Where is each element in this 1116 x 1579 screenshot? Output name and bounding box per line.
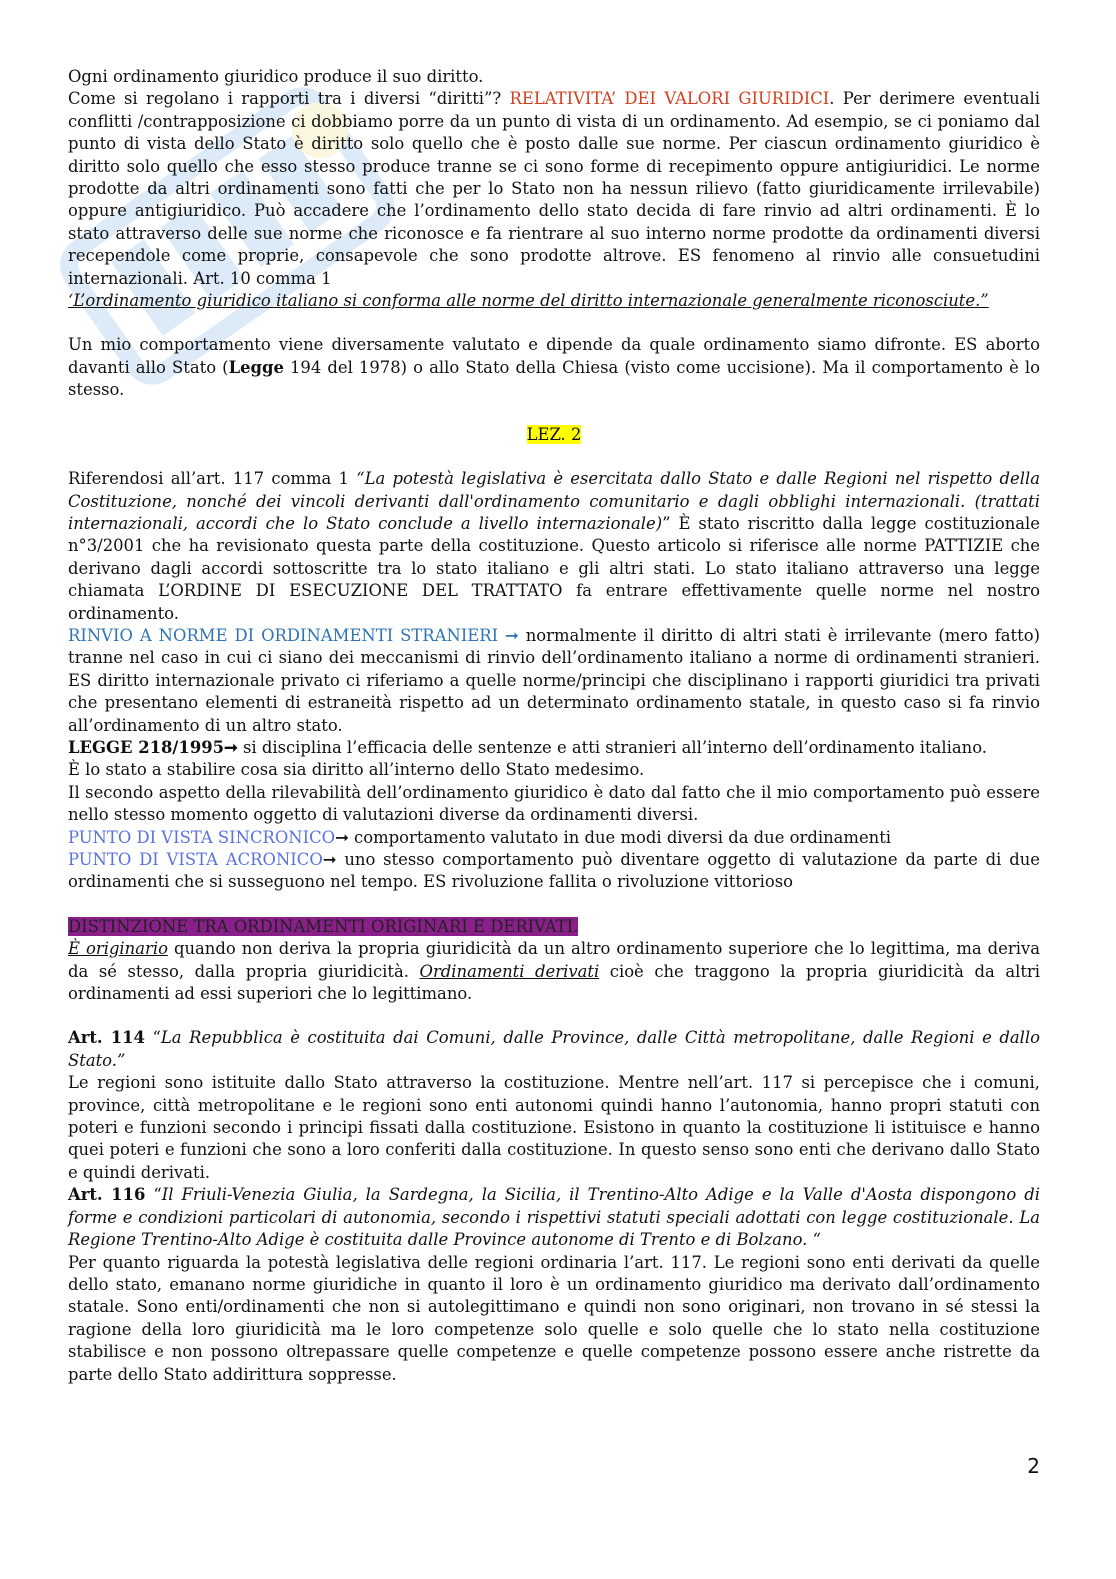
paragraph: [68, 938, 1040, 1005]
section-heading: [68, 916, 1040, 938]
bold-text: Legge: [228, 357, 284, 377]
paragraph: [68, 1072, 1040, 1184]
paragraph: [68, 1184, 1040, 1251]
paragraph: [68, 737, 1040, 759]
bold-text: LEGGE 218/1995➞: [68, 737, 238, 757]
paragraph: [68, 334, 1040, 401]
paragraph: [68, 759, 1040, 781]
paragraph: [68, 625, 1040, 737]
text: . Per derimere eventuali conflitti /contrapposizione ci dobbiamo porre da un punto di vista di un ordinamento. Ad esempio, se ci poniamo dal punto di vista dello Stato è diritto solo quello che è posto dalle sue norme. Per ciascun ordinamento giuridico è diritto solo quello che esso stesso produce tranne se ci sono forme di recepimento oppure antigiuridici. Le norme prodotte da altri ordinamenti sono fatti che per lo Stato non ha nessun rilievo (fatto giuridicamente irrilevabile) oppure antigiuridico. Può accadere che l’ordinamento dello stato decida di fare rinvio ad altri ordinamenti. È lo stato attraverso delle sue norme che riconosce e fa rientrare al suo interno norme prodotte da ordinamenti diversi recependole come proprie, consapevole che sono prodotte altrove. ES fenomeno al rinvio alle consuetudini internazionali. Art. 10 comma 1: [68, 89, 1040, 288]
text: Il secondo aspetto della rilevabilità dell’ordinamento giuridico è dato dal fatto che il mio comportamento può essere nello stesso momento oggetto di valutazioni diverse da ordinamenti diversi.: [68, 782, 1040, 825]
text: normalmente il diritto di altri stati è irrilevante (mero fatto) tranne nel caso in cui ci siano dei meccanismi di rinvio dell’ordinamento italiano a norme di ordinamenti stranieri. ES diritto internazionale privato ci riferiamo a quelle norme/principi che disciplinano i rapporti giuridici tra privati che presentano elementi di estraneità rispetto ad un determinato ordinamento statale, in questo caso si fa rinvio all’ordinamento di un altro stato.: [68, 625, 1040, 735]
heading-relativita: RELATIVITA’ DEI VALORI GIURIDICI: [509, 89, 830, 109]
text: Le regioni sono istituite dallo Stato attraverso la costituzione. Mentre nell’art. 117 si percepisce che i comuni, province, città metropolitane e le regioni sono enti autonomi quindi hanno l’autonomia, hanno propri statuti con poteri e funzioni secondo i principi fissati dalla costituzione. Esistono in quanto la costituzione li istituisce e hanno quei poteri e funzioni che sono a loro conferiti dalla costituzione. In questo senso sono enti che derivano dallo Stato e quindi derivati.: [68, 1073, 1040, 1182]
paragraph: [68, 1252, 1040, 1386]
lesson-heading: [68, 424, 1040, 446]
paragraph: [68, 66, 1040, 88]
text: Riferendosi all’art. 117 comma 1: [68, 469, 357, 489]
paragraph: [68, 849, 1040, 894]
text: Ogni ordinamento giuridico produce il suo diritto.: [68, 67, 484, 86]
document-body: [68, 66, 1040, 1386]
bold-text: Art. 116: [68, 1185, 146, 1205]
quote-art-10: [68, 290, 1040, 312]
term-derivati: Ordinamenti derivati: [419, 961, 600, 981]
text: Un mio comportamento viene diversamente valutato e dipende da quale ordinamento siamo difronte. ES aborto davanti allo Stato (: [68, 335, 1040, 377]
text: “: [144, 1028, 161, 1048]
text: ” È stato riscritto dalla legge costituzionale n°3/2001 che ha revisionato questa parte della costituzione. Questo articolo si riferisce alle norme PATTIZIE che derivano dagli accordi sottoscritte tra lo stato italiano e gli altri stati. Lo stato italiano attraverso una legge chiamata L’ORDINE DI ESECUZIONE DEL TRATTATO fa entrare effettivamente quelle norme nel nostro ordinamento.: [68, 513, 1041, 623]
text: cioè che traggono la propria giuridicità da altri ordinamenti ad essi superiori che lo legittimano.: [68, 961, 1040, 1004]
term-rinvio: RINVIO A NORME DI ORDINAMENTI STRANIERI ➞: [68, 625, 519, 645]
paragraph: [68, 782, 1040, 827]
text: “: [145, 1185, 162, 1205]
lesson-heading-text: LEZ. 2: [526, 424, 582, 444]
text: quando non deriva la propria giuridicità da un altro ordinamento superiore che lo legittima, ma deriva da sé stesso, dalla propria giuridicità.: [68, 939, 1040, 981]
term-acronico: PUNTO DI VISTA ACRONICO: [68, 850, 323, 869]
text: È lo stato a stabilire cosa sia diritto all’interno dello Stato medesimo.: [68, 760, 645, 780]
page-number: 2: [1027, 1454, 1040, 1478]
quote-art-117: “La potestà legislativa è esercitata dallo Stato e dalle Regioni nel rispetto della Costituzione, nonché dei vincoli derivanti dall'ordinamento comunitario e dagli obblighi internazionali. (trattati internazionali, accordi che lo Stato conclude a livello internazionale): [68, 469, 1040, 533]
term-sincronico: PUNTO DI VISTA SINCRONICO: [68, 827, 336, 847]
paragraph: [68, 468, 1040, 625]
paragraph: [68, 827, 1040, 849]
text: Per quanto riguarda la potestà legislativa delle regioni ordinaria l’art. 117. Le regioni sono enti derivati da quelle dello stato, emanano norme giuridiche in quanto il loro è un ordinamento giuridico ma derivato dall’ordinamento statale. Sono enti/ordinamenti che non si autolegittimano e quindi non sono originari, non trovano in sé stessi la ragione della loro giuridicità ma le loro competenze solo quelle e solo quelle che lo stato nella costituzione stabilisce e non possono oltrepassare quelle competenze e quelle competenze possono essere anche ristrette da parte dello Stato addirittura soppresse.: [68, 1252, 1040, 1384]
quote-art-116: Il Friuli-Venezia Giulia, la Sardegna, la Sicilia, il Trentino-Alto Adige e la Valle d'Aosta dispongono di forme e condizioni particolari di autonomia, secondo i rispettivi statuti speciali adottati con legge costituzionale. La Regione Trentino-Alto Adige è costituita dalle Province autonome di Trento e di Bolzano. “: [68, 1185, 1040, 1250]
text: ‘L’ordinamento giuridico italiano si conforma alle norme del diritto internazionale generalmente riconosciute.”: [68, 291, 989, 311]
text: Come si regolano i rapporti tra i diversi “diritti”?: [68, 89, 510, 109]
text: si disciplina l’efficacia delle sentenze e atti stranieri all’interno dell’ordinamento italiano.: [237, 737, 987, 757]
text: ➞ comportamento valutato in due modi diversi da due ordinamenti: [335, 827, 892, 847]
text: ➞ uno stesso comportamento può diventare oggetto di valutazione da parte di due ordinamenti che si susseguono nel tempo. ES rivoluzione fallita o rivoluzione vittorioso: [68, 850, 1040, 892]
paragraph: [68, 88, 1040, 290]
bold-text: Art. 114: [68, 1028, 145, 1048]
section-heading-text: DISTINZIONE TRA ORDINAMENTI ORIGINARI E DERIVATI.: [68, 916, 579, 936]
paragraph: [68, 1027, 1040, 1072]
text: 194 del 1978) o allo Stato della Chiesa (visto come uccisione). Ma il comportamento è lo stesso.: [68, 357, 1041, 400]
quote-art-114: La Repubblica è costituita dai Comuni, dalle Province, dalle Città metropolitane, dalle Regioni e dallo Stato.”: [68, 1028, 1040, 1070]
term-originario: È originario: [68, 939, 168, 959]
